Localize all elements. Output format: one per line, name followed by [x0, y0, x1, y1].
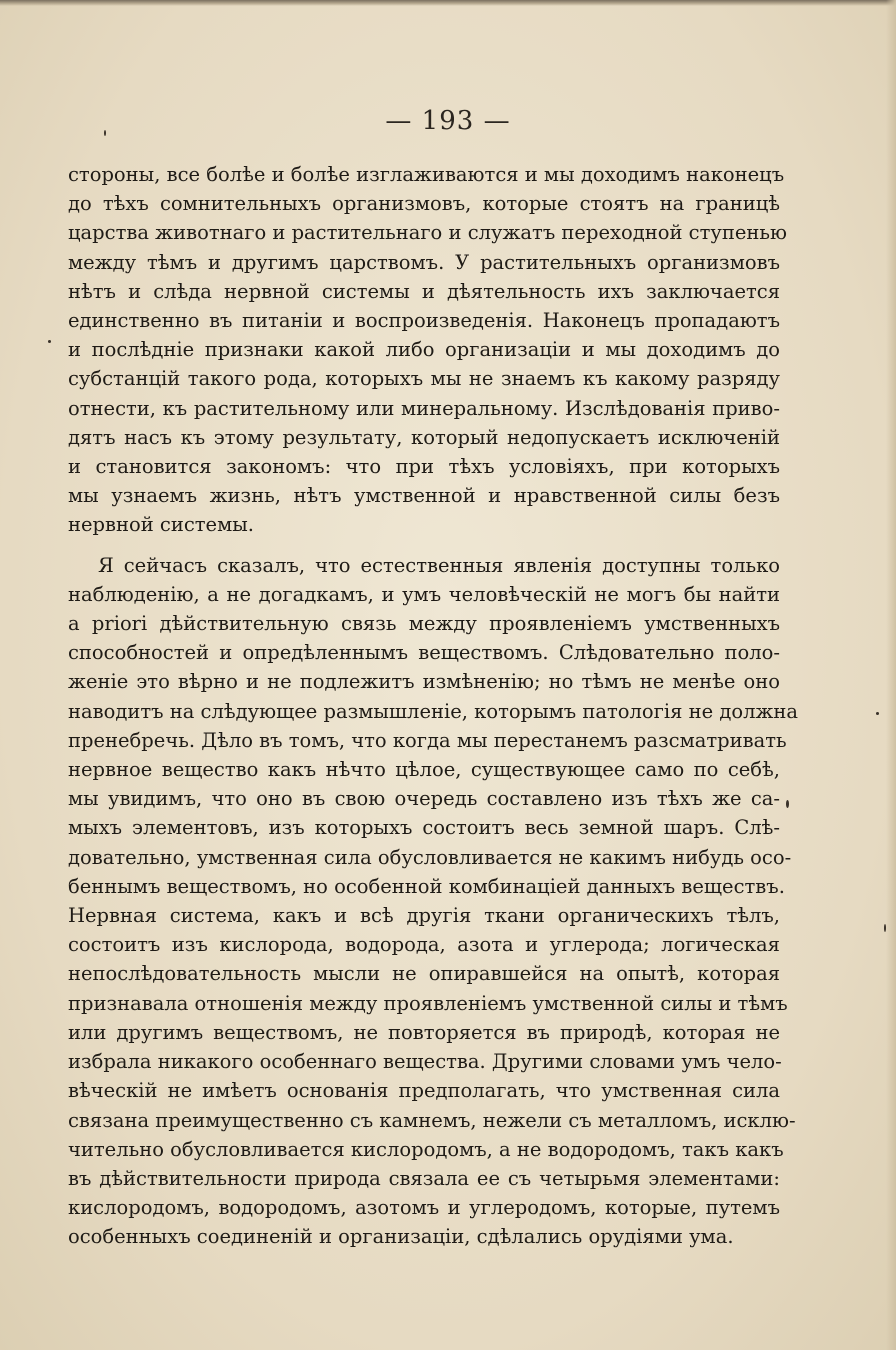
text-line: до тѣхъ сомнительныхъ организмовъ, которые стоятъ на границѣ — [68, 192, 780, 216]
text-line: царства животнаго и растительнаго и служатъ переходной ступенью — [68, 221, 787, 245]
text-line: единственно въ питаніи и воспроизведенія. Наконецъ пропадаютъ — [68, 309, 780, 333]
text-line: способностей и опредѣленнымъ веществомъ. Слѣдовательно поло- — [68, 641, 780, 665]
text-line: въ дѣйствительности природа связала ее съ четырьмя элементами: — [68, 1166, 780, 1190]
text-line: непослѣдовательность мысли не опиравшейся на опытѣ, которая — [68, 962, 780, 986]
text-line: наблюденію, а не догадкамъ, и умъ человѣческій не могъ бы найти — [68, 582, 780, 606]
text-line: кислородомъ, водородомъ, азотомъ и углеродомъ, которые, путемъ — [68, 1196, 780, 1220]
ink-speck — [48, 340, 51, 343]
page-top-edge — [0, 0, 896, 6]
body-text — [68, 160, 799, 1252]
text-line: дятъ насъ къ этому результату, который недопускаетъ исключеній — [68, 425, 780, 449]
ink-speck — [786, 800, 789, 808]
text-line: избрала никакого особеннаго вещества. Другими словами умъ чело- — [68, 1050, 782, 1074]
paragraph-1 — [68, 160, 787, 540]
text-line: беннымъ веществомъ, но особенной комбинаціей данныхъ веществъ. — [68, 874, 785, 898]
page-number: — 193 — — [385, 106, 511, 136]
text-line: признавала отношенія между проявленіемъ умственной силы и тѣмъ — [68, 991, 788, 1015]
text-line: a priori дѣйствительную связь между проявленіемъ умственныхъ — [68, 612, 780, 636]
text-line: мы узнаемъ жизнь, нѣтъ умственной и нравственной силы безъ — [68, 484, 780, 508]
text-line: чительно обусловливается кислородомъ, а не водородомъ, такъ какъ — [68, 1137, 784, 1161]
text-line: связана преимущественно съ камнемъ, нежели съ металломъ, исклю- — [68, 1108, 796, 1132]
text-line: вѣческій не имѣетъ основанія предполагать, что умственная сила — [68, 1079, 780, 1103]
text-line: стороны, все болѣе и болѣе изглаживаются и мы доходимъ наконецъ — [68, 163, 785, 186]
text-line: пренебречь. Дѣло въ томъ, что когда мы перестанемъ разсматривать — [68, 728, 787, 752]
text-line: женіе это вѣрно и не подлежитъ измѣненію; но тѣмъ не менѣе оно — [68, 670, 780, 694]
text-line: нервной системы. — [68, 513, 254, 537]
text-line: состоитъ изъ кислорода, водорода, азота и углерода; логическая — [68, 933, 780, 957]
text-line: Я сейчасъ сказалъ, что естественныя явленія доступны только — [98, 553, 780, 577]
text-line: между тѣмъ и другимъ царствомъ. У растительныхъ организмовъ — [68, 250, 780, 274]
text-line: мы увидимъ, что оно въ свою очередь составлено изъ тѣхъ же са- — [68, 787, 780, 811]
text-line: отнести, къ растительному или минеральному. Изслѣдованія приво- — [68, 396, 780, 420]
text-line: субстанцій такого рода, которыхъ мы не знаемъ къ какому разряду — [68, 367, 780, 391]
text-line: Нервная система, какъ и всѣ другія ткани органическихъ тѣлъ, — [68, 904, 780, 928]
text-line: мыхъ элементовъ, изъ которыхъ состоитъ весь земной шаръ. Слѣ- — [68, 816, 780, 840]
ink-speck — [884, 924, 886, 932]
text-line: и становится закономъ: что при тѣхъ условіяхъ, при которыхъ — [68, 455, 780, 479]
text-line: довательно, умственная сила обусловливается не какимъ нибудь осо- — [68, 845, 792, 869]
text-line: или другимъ веществомъ, не повторяется въ природѣ, которая не — [68, 1020, 780, 1044]
paragraph-gap — [68, 540, 780, 551]
page-right-edge — [886, 0, 896, 1350]
text-line: особенныхъ соединеній и организаціи, сдѣлались орудіями ума. — [68, 1225, 734, 1249]
text-line: нѣтъ и слѣда нервной системы и дѣятельность ихъ заключается — [68, 279, 780, 303]
ink-speck — [104, 130, 106, 136]
text-line: нервное вещество какъ нѣчто цѣлое, существующее само по себѣ, — [68, 758, 780, 782]
ink-speck — [876, 712, 879, 715]
text-line: и послѣдніе признаки какой либо организаціи и мы доходимъ до — [68, 338, 780, 362]
text-line: наводитъ на слѣдующее размышленіе, которымъ патологія не должна — [68, 699, 799, 723]
paragraph-2 — [68, 551, 799, 1252]
